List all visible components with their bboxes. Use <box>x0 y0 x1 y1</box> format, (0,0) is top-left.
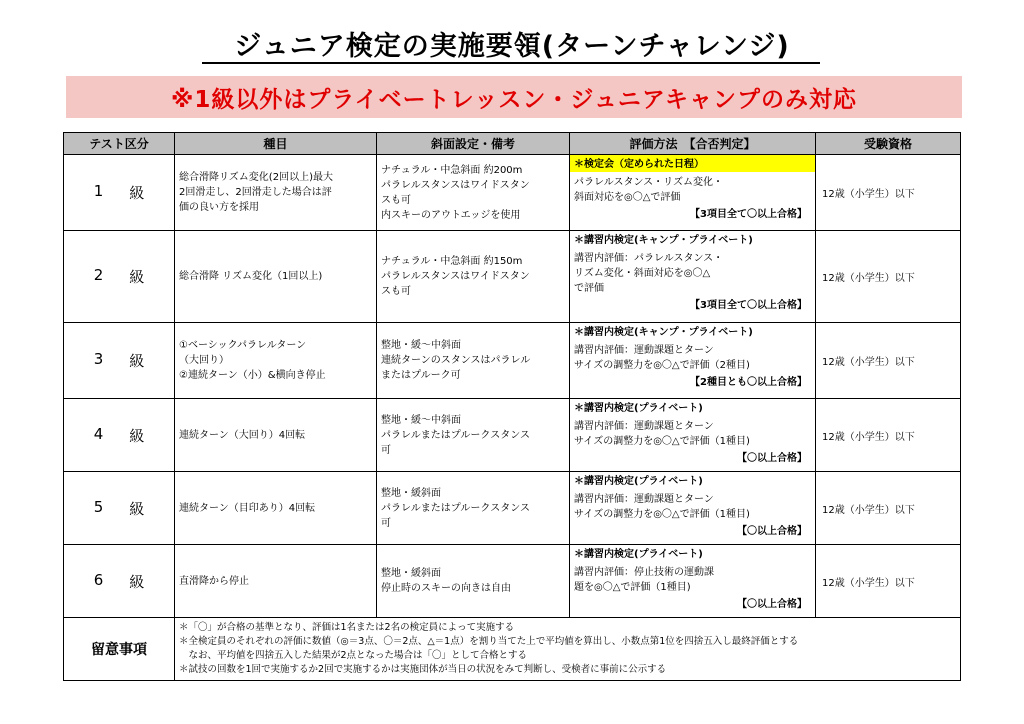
slope-line: パラレルまたはプルークスタンス <box>381 502 530 514</box>
qualification-cell: 12歳（小学生）以下 <box>816 323 961 399</box>
evaluation-method: ＊講習内検定(プライベート) <box>574 476 703 487</box>
level-label <box>64 498 174 519</box>
slope-line: パラレルスタンスはワイドスタン <box>381 271 530 282</box>
qualification-cell: 12歳（小学生）以下 <box>816 399 961 472</box>
event-cell <box>175 545 377 618</box>
slope-cell <box>377 399 570 472</box>
page-title: ジュニア検定の実施要領(ターンチャレンジ) <box>234 31 790 62</box>
table-row <box>64 323 961 399</box>
evaluation-line: 題を◎〇△で評価（1種目) <box>574 582 691 593</box>
level-cell <box>64 323 175 399</box>
evaluation-line: で評価 <box>574 283 604 294</box>
evaluation-line: 講習内評価：運動課題とターン <box>574 494 714 505</box>
notes-label: 留意事項 <box>64 618 175 681</box>
evaluation-detail <box>570 248 815 296</box>
evaluation-cell <box>570 231 816 323</box>
slope-line: 連続ターンのスタンスはパラレル <box>381 355 531 366</box>
slope-cell <box>377 545 570 618</box>
level-number: 3 <box>93 350 104 368</box>
event-line: 連続ターン（大回り）4回転 <box>179 429 306 441</box>
level-cell <box>64 472 175 545</box>
note-line: ＊「〇」が合格の基準となり、評価は1名または2名の検定員によって実施する <box>179 622 515 633</box>
slope-line: 整地・緩斜面 <box>381 568 441 579</box>
slope-line: パラレルスタンスはワイドスタン <box>381 179 530 191</box>
event-line: 総合滑降 リズム変化（1回以上) <box>179 271 323 282</box>
notes-cell <box>175 618 961 681</box>
level-unit: 級 <box>129 352 145 370</box>
evaluation-cell <box>570 399 816 472</box>
level-cell <box>64 231 175 323</box>
slope-cell <box>377 323 570 399</box>
notice-text: ※1級以外はプライベートレッスン・ジュニアキャンプのみ対応 <box>170 86 858 113</box>
event-line: 2回滑走し、2回滑走した場合は評 <box>179 187 332 198</box>
qualification-cell: 12歳（小学生）以下 <box>816 472 961 545</box>
level-label <box>64 182 174 203</box>
header-test-category: テスト区分 <box>64 133 175 155</box>
evaluation-line: 講習内評価：運動課題とターン <box>574 421 714 432</box>
evaluation-line: 斜面対応を◎〇△で評価 <box>574 192 681 203</box>
level-label <box>64 425 174 446</box>
table-row <box>64 155 961 231</box>
level-unit: 級 <box>129 499 145 518</box>
slope-line: 可 <box>381 517 391 529</box>
header-event: 種目 <box>175 133 377 155</box>
slope-line: 停止時のスキーの向きは自由 <box>381 583 511 594</box>
table-header-row <box>64 133 961 155</box>
level-label <box>64 266 174 287</box>
note-line: なお、平均値を四捨五入した結果が2点となった場合は「〇」として合格とする <box>179 650 528 661</box>
slope-line: スも可 <box>381 194 411 206</box>
slope-line: 整地・緩～中斜面 <box>381 414 461 426</box>
event-cell <box>175 231 377 323</box>
evaluation-cell <box>570 323 816 399</box>
level-unit: 級 <box>129 572 145 591</box>
slope-cell <box>377 472 570 545</box>
qualification-cell: 12歳（小学生）以下 <box>816 231 961 323</box>
level-number: 5 <box>93 497 104 516</box>
pass-criteria: 【〇以上合格】 <box>737 453 807 464</box>
event-cell <box>175 155 377 231</box>
slope-cell <box>377 155 570 231</box>
table-row <box>64 545 961 618</box>
evaluation-cell <box>570 472 816 545</box>
notice-banner <box>66 76 962 118</box>
event-line: 直滑降から停止 <box>179 575 249 587</box>
pass-criteria: 【3項目全て〇以上合格】 <box>690 209 807 220</box>
note-line: ＊試技の回数を1回で実施するか2回で実施するかは実施団体が当日の状況をみて判断し、受検者に事前に公示する <box>179 664 667 675</box>
level-number: 6 <box>93 570 104 589</box>
evaluation-line: サイズの調整力を◎〇△で評価（1種目) <box>574 436 750 447</box>
table-row <box>64 472 961 545</box>
evaluation-line: パラレルスタンス・リズム変化・ <box>574 177 723 188</box>
level-unit: 級 <box>129 184 145 202</box>
exam-table <box>63 132 961 681</box>
slope-line: 内スキーのアウトエッジを使用 <box>381 209 521 221</box>
level-cell <box>64 155 175 231</box>
evaluation-method: ＊講習内検定(キャンプ・プライベート) <box>574 327 753 338</box>
event-line: （大回り） <box>179 355 229 366</box>
table-row <box>64 399 961 472</box>
evaluation-method: ＊検定会（定められた日程） <box>570 155 815 172</box>
evaluation-cell <box>570 545 816 618</box>
evaluation-line: サイズの調整力を◎〇△で評価（1種目) <box>574 509 750 520</box>
slope-line: またはプルーク可 <box>381 370 461 381</box>
level-number: 1 <box>93 182 104 200</box>
level-number: 2 <box>93 266 104 284</box>
notes-row <box>64 618 961 681</box>
evaluation-method: ＊講習内検定(プライベート) <box>574 549 703 560</box>
slope-cell <box>377 231 570 323</box>
evaluation-line: 講習内評価：パラレルスタンス・ <box>574 253 724 264</box>
level-label <box>64 571 174 592</box>
header-evaluation: 評価方法 【合否判定】 <box>570 133 816 155</box>
table-row <box>64 231 961 323</box>
pass-criteria: 【〇以上合格】 <box>737 526 807 537</box>
evaluation-detail <box>570 562 815 595</box>
event-line: 価の良い方を採用 <box>179 202 259 213</box>
qualification-cell: 12歳（小学生）以下 <box>816 545 961 618</box>
slope-line: 整地・緩～中斜面 <box>381 340 461 351</box>
slope-line: パラレルまたはプルークスタンス <box>381 429 530 441</box>
event-line: 総合滑降リズム変化(2回以上)最大 <box>179 172 333 183</box>
slope-line: ナチュラル・中急斜面 約150m <box>381 256 523 267</box>
event-line: ①ベーシックパラレルターン <box>179 340 307 351</box>
slope-line: ナチュラル・中急斜面 約200m <box>381 164 523 176</box>
evaluation-detail <box>570 172 815 205</box>
evaluation-detail <box>570 416 815 449</box>
event-cell <box>175 472 377 545</box>
evaluation-cell <box>570 155 816 231</box>
level-cell <box>64 399 175 472</box>
evaluation-method: ＊講習内検定(キャンプ・プライベート) <box>574 235 753 246</box>
header-qualification: 受験資格 <box>816 133 961 155</box>
slope-line: 可 <box>381 444 391 456</box>
level-unit: 級 <box>129 426 145 445</box>
event-line: 連続ターン（目印あり）4回転 <box>179 502 316 514</box>
header-slope: 斜面設定・備考 <box>377 133 570 155</box>
evaluation-line: サイズの調整力を◎〇△で評価（2種目) <box>574 360 750 371</box>
level-cell <box>64 545 175 618</box>
level-number: 4 <box>93 424 104 443</box>
level-unit: 級 <box>129 268 145 286</box>
evaluation-detail <box>570 489 815 522</box>
level-label <box>64 350 174 371</box>
evaluation-method: ＊講習内検定(プライベート) <box>574 403 703 414</box>
evaluation-line: リズム変化・斜面対応を◎〇△ <box>574 268 711 279</box>
evaluation-detail <box>570 340 815 373</box>
evaluation-line: 講習内評価：運動課題とターン <box>574 345 714 356</box>
event-cell <box>175 399 377 472</box>
title-underline <box>202 62 820 64</box>
pass-criteria: 【2種目とも〇以上合格】 <box>690 377 807 388</box>
slope-line: 整地・緩斜面 <box>381 487 441 499</box>
note-line: ＊全検定員のそれぞれの評価に数値（◎＝3点、〇＝2点、△＝1点）を割り当てた上で平均値を算出し、小数点第1位を四捨五入し最終評価とする <box>179 636 799 647</box>
event-cell <box>175 323 377 399</box>
pass-criteria: 【3項目全て〇以上合格】 <box>690 300 807 311</box>
slope-line: スも可 <box>381 286 411 297</box>
pass-criteria: 【〇以上合格】 <box>737 599 807 610</box>
event-line: ②連続ターン（小）&横向き停止 <box>179 370 326 381</box>
qualification-cell: 12歳（小学生）以下 <box>816 155 961 231</box>
evaluation-line: 講習内評価：停止技術の運動課 <box>574 567 714 578</box>
